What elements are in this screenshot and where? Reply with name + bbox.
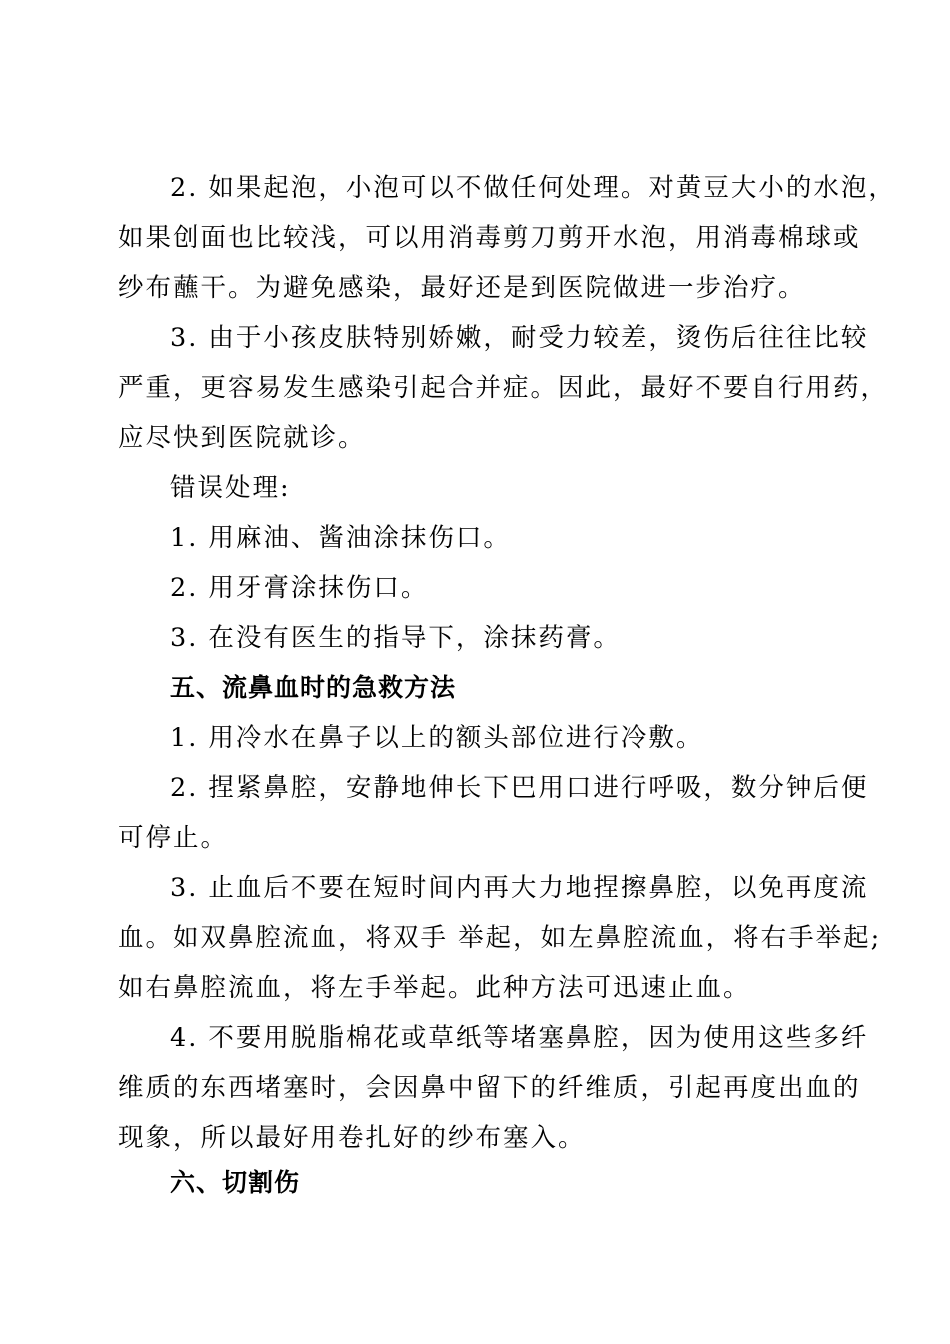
paragraph-line: 如果创面也比较浅，可以用消毒剪刀剪开水泡，用消毒棉球或 — [118, 223, 861, 253]
paragraph-line: 应尽快到医院就诊。 — [118, 423, 366, 453]
section-heading-nosebleed: 五、流鼻血时的急救方法 — [170, 673, 457, 702]
paragraph-line: 3. 由于小孩皮肤特别娇嫩，耐受力较差，烫伤后往往比较 — [170, 323, 869, 353]
list-item: 3. 在没有医生的指导下，涂抹药膏。 — [170, 623, 621, 653]
paragraph-line: 4. 不要用脱脂棉花或草纸等堵塞鼻腔，因为使用这些多纤 — [170, 1023, 869, 1053]
list-item: 1. 用冷水在鼻子以上的额头部位进行冷敷。 — [170, 723, 704, 753]
wrong-handling-label: 错误处理: — [170, 473, 291, 503]
paragraph-line: 2. 如果起泡，小泡可以不做任何处理。对黄豆大小的水泡， — [170, 173, 896, 203]
paragraph-line: 3. 止血后不要在短时间内再大力地捏擦鼻腔，以免再度流 — [170, 873, 869, 903]
paragraph-line: 严重，更容易发生感染引起合并症。因此，最好不要自行用药， — [118, 373, 889, 403]
paragraph-line: 维质的东西堵塞时，会因鼻中留下的纤维质，引起再度出血的 — [118, 1073, 861, 1103]
paragraph-line: 纱布蘸干。为避免感染，最好还是到医院做进一步治疗。 — [118, 273, 806, 303]
paragraph-line: 血。如双鼻腔流血，将双手 举起，如左鼻腔流血，将右手举起; — [118, 923, 882, 953]
paragraph-line: 2. 捏紧鼻腔，安静地伸长下巴用口进行呼吸，数分钟后便 — [170, 773, 869, 803]
list-item: 2. 用牙膏涂抹伤口。 — [170, 573, 429, 603]
section-heading-cuts: 六、切割伤 — [170, 1168, 301, 1197]
paragraph-line: 可停止。 — [118, 823, 229, 853]
paragraph-line: 如右鼻腔流血，将左手举起。此种方法可迅速止血。 — [118, 973, 751, 1003]
paragraph-line: 现象，所以最好用卷扎好的纱布塞入。 — [118, 1123, 586, 1153]
list-item: 1. 用麻油、酱油涂抹伤口。 — [170, 523, 511, 553]
